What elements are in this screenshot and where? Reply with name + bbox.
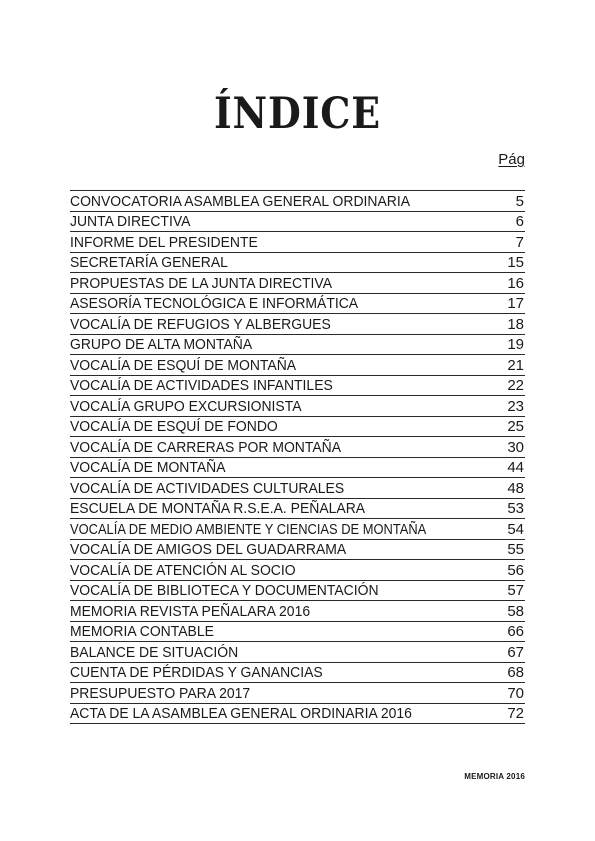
toc-entry-label: VOCALÍA DE ESQUÍ DE FONDO	[70, 418, 278, 435]
toc-entry-label: ACTA DE LA ASAMBLEA GENERAL ORDINARIA 2016	[70, 705, 412, 722]
toc-entry[interactable]	[70, 417, 525, 438]
toc-entry-label: PRESUPUESTO PARA 2017	[70, 684, 251, 702]
page-title: ÍNDICE	[213, 88, 382, 139]
toc-entry[interactable]	[70, 642, 525, 663]
toc-entry-page: 15	[507, 254, 524, 271]
toc-entry-label: MEMORIA REVISTA PEÑALARA 2016	[70, 602, 311, 620]
toc-entry-label: VOCALÍA DE CARRERAS POR MONTAÑA	[70, 438, 342, 456]
toc-entry[interactable]	[70, 212, 525, 233]
toc-entry-page: 23	[507, 397, 524, 415]
toc-entry-label: INFORME DEL PRESIDENTE	[70, 233, 258, 251]
table-of-contents	[70, 190, 525, 724]
toc-entry[interactable]	[70, 355, 525, 376]
toc-entry-label: JUNTA DIRECTIVA	[70, 213, 191, 230]
toc-entry[interactable]	[70, 314, 525, 335]
toc-entry-page: 54	[507, 520, 524, 538]
toc-entry[interactable]	[70, 519, 525, 540]
toc-entry-label: VOCALÍA DE ACTIVIDADES CULTURALES	[70, 479, 345, 497]
toc-entry-page: 72	[507, 705, 524, 722]
toc-entry-page: 21	[507, 356, 524, 374]
toc-entry-label: MEMORIA CONTABLE	[70, 623, 214, 640]
toc-entry-page: 68	[507, 664, 524, 681]
toc-entry[interactable]	[70, 191, 525, 212]
toc-entry-page: 7	[515, 233, 524, 251]
toc-entry-page: 67	[507, 643, 524, 661]
toc-entry-label: VOCALÍA GRUPO EXCURSIONISTA	[70, 397, 302, 415]
toc-entry-label: VOCALÍA DE ESQUÍ DE MONTAÑA	[70, 356, 297, 374]
toc-entry[interactable]	[70, 376, 525, 397]
toc-entry-label: ESCUELA DE MONTAÑA R.S.E.A. PEÑALARA	[70, 500, 366, 517]
toc-entry[interactable]	[70, 560, 525, 581]
toc-entry-page: 44	[507, 459, 524, 476]
toc-entry[interactable]	[70, 622, 525, 643]
toc-entry[interactable]	[70, 478, 525, 499]
toc-entry-page: 17	[507, 295, 524, 312]
toc-entry-label: VOCALÍA DE REFUGIOS Y ALBERGUES	[70, 315, 331, 333]
toc-entry-page: 22	[507, 377, 524, 394]
toc-entry-label: VOCALÍA DE BIBLIOTECA Y DOCUMENTACIÓN	[70, 582, 379, 599]
page-column-header: Pág	[498, 151, 525, 168]
toc-entry[interactable]	[70, 437, 525, 458]
toc-entry-page: 70	[507, 684, 524, 702]
toc-entry-label: SECRETARÍA GENERAL	[70, 254, 228, 271]
toc-entry-label: VOCALÍA DE ATENCIÓN AL SOCIO	[70, 561, 296, 579]
toc-entry-label: BALANCE DE SITUACIÓN	[70, 643, 239, 661]
toc-entry-label: VOCALÍA DE AMIGOS DEL GUADARRAMA	[70, 541, 347, 558]
toc-entry-page: 5	[515, 192, 524, 210]
toc-entry[interactable]	[70, 601, 525, 622]
toc-entry-page: 16	[507, 274, 524, 292]
toc-entry-label: PROPUESTAS DE LA JUNTA DIRECTIVA	[70, 274, 333, 292]
toc-entry-page: 56	[507, 561, 524, 579]
toc-entry[interactable]	[70, 581, 525, 602]
toc-entry-page: 25	[507, 418, 524, 435]
toc-entry-label: VOCALÍA DE MEDIO AMBIENTE Y CIENCIAS DE MONTAÑA	[70, 520, 427, 538]
toc-entry[interactable]	[70, 396, 525, 417]
toc-entry-label: CONVOCATORIA ASAMBLEA GENERAL ORDINARIA	[70, 192, 411, 210]
toc-entry[interactable]	[70, 499, 525, 520]
footer-publication-label: MEMORIA 2016	[464, 772, 525, 781]
toc-entry-label: ASESORÍA TECNOLÓGICA E INFORMÁTICA	[70, 295, 359, 312]
toc-entry[interactable]	[70, 704, 525, 725]
toc-entry[interactable]	[70, 663, 525, 684]
toc-entry[interactable]	[70, 273, 525, 294]
toc-entry-page: 6	[515, 213, 524, 230]
toc-entry-label: CUENTA DE PÉRDIDAS Y GANANCIAS	[70, 664, 323, 681]
toc-entry-label: VOCALÍA DE ACTIVIDADES INFANTILES	[70, 377, 333, 394]
toc-entry-label: VOCALÍA DE MONTAÑA	[70, 459, 226, 476]
toc-entry-label: GRUPO DE ALTA MONTAÑA	[70, 336, 253, 353]
toc-entry-page: 55	[507, 541, 524, 558]
toc-entry[interactable]	[70, 458, 525, 479]
toc-entry-page: 18	[507, 315, 524, 333]
toc-entry-page: 53	[507, 500, 524, 517]
toc-entry-page: 58	[507, 602, 524, 620]
toc-entry[interactable]	[70, 232, 525, 253]
toc-entry-page: 30	[507, 438, 524, 456]
toc-entry[interactable]	[70, 294, 525, 315]
toc-entry-page: 57	[507, 582, 524, 599]
toc-entry-page: 19	[507, 336, 524, 353]
toc-entry[interactable]	[70, 335, 525, 356]
toc-entry-page: 66	[507, 623, 524, 640]
toc-entry-page: 48	[507, 479, 524, 497]
toc-entry[interactable]	[70, 683, 525, 704]
toc-entry[interactable]	[70, 540, 525, 561]
toc-entry[interactable]	[70, 253, 525, 274]
